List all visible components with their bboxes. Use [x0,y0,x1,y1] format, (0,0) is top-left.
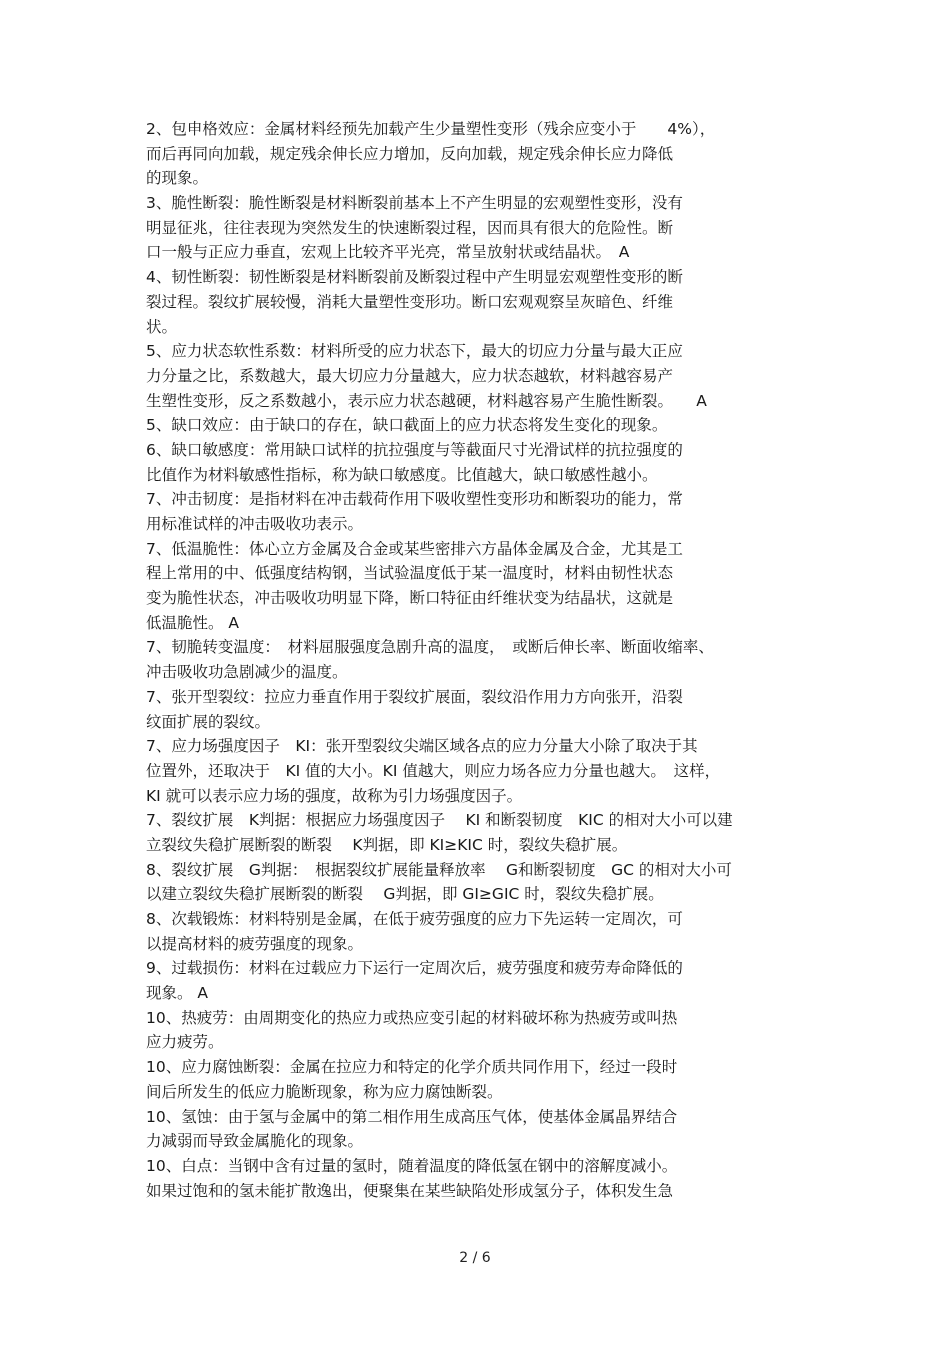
text-line: 10、白点：当钢中含有过量的氢时，随着温度的降低氢在钢中的溶解度减小。 [146,1156,678,1175]
definition-entry [146,339,816,413]
text-line: 口一般与正应力垂直，宏观上比较齐平光亮，常呈放射状或结晶状。 A [146,243,630,262]
page-number: 2 / 6 [459,1250,491,1266]
definition-entry [146,1154,816,1203]
definition-entry [146,956,816,1005]
text-line: 5、应力状态软性系数：材料所受的应力状态下，最大的切应力分量与最大正应 [146,342,683,361]
text-line: 7、张开型裂纹：拉应力垂直作用于裂纹扩展面，裂纹沿作用力方向张开，沿裂 [146,687,683,706]
text-line: 8、裂纹扩展 G判据： 根据裂纹扩展能量释放率 G和断裂韧度 GC 的相对大小可 [146,860,732,879]
text-line: 的现象。 [146,169,209,188]
definition-entry [146,265,816,339]
text-line: 低温脆性。 A [146,613,240,632]
text-line: 6、缺口敏感度：常用缺口试样的抗拉强度与等截面尺寸光滑试样的抗拉强度的 [146,440,683,459]
text-line: 纹面扩展的裂纹。 [146,712,271,731]
text-line: 7、韧脆转变温度： 材料屈服强度急剧升高的温度， 或断后伸长率、断面收缩率、 [146,638,714,657]
text-line: 以建立裂纹失稳扩展断裂的断裂 G判据，即 GI≥GIC 时，裂纹失稳扩展。 [146,885,664,904]
definition-entry [146,413,816,438]
text-line: 位置外，还取决于 KI 值的大小。KI 值越大，则应力场各应力分量也越大。 这样， [146,761,721,780]
text-line: 程上常用的中、低强度结构钢，当试验温度低于某一温度时，材料由韧性状态 [146,564,674,583]
definition-entry [146,808,816,857]
text-line: 2、包申格效应：金属材料经预先加载产生少量塑性变形（残余应变小于 4%）， [146,120,716,138]
definition-entry [146,1105,816,1154]
definition-entry [146,537,816,636]
text-line: 裂过程。裂纹扩展较慢，消耗大量塑性变形功。断口宏观观察呈灰暗色、纤维 [146,292,674,311]
text-line: 状。 [146,317,178,336]
definition-entry [146,685,816,734]
definition-entry [146,635,816,684]
text-line: 比值作为材料敏感性指标，称为缺口敏感度。比值越大，缺口敏感性越小。 [146,465,658,484]
definition-entry [146,117,816,191]
text-line: 4、韧性断裂：韧性断裂是材料断裂前及断裂过程中产生明显宏观塑性变形的断 [146,268,683,287]
text-line: 生塑性变形，反之系数越小，表示应力状态越硬，材料越容易产生脆性断裂。 A [146,391,707,410]
text-line: 间后所发生的低应力脆断现象，称为应力腐蚀断裂。 [146,1082,503,1101]
text-line: 而后再同向加载，规定残余伸长应力增加，反向加载，规定残余伸长应力降低 [146,144,674,163]
text-line: 9、过载损伤：材料在过载应力下运行一定周次后，疲劳强度和疲劳寿命降低的 [146,959,683,978]
text-line: 应力疲劳。 [146,1033,224,1052]
text-line: 8、次载锻炼：材料特别是金属，在低于疲劳强度的应力下先运转一定周次，可 [146,910,683,928]
text-line: 力分量之比，系数越大，最大切应力分量越大，应力状态越软，材料越容易产 [146,366,674,385]
document-body [146,117,816,1203]
text-line: 立裂纹失稳扩展断裂的断裂 K判据，即 KI≥KIC 时，裂纹失稳扩展。 [146,835,628,854]
text-line: 如果过饱和的氢未能扩散逸出，便聚集在某些缺陷处形成氢分子，体积发生急 [146,1181,674,1200]
text-line: 力减弱而导致金属脆化的现象。 [146,1132,364,1151]
text-line: 用标准试样的冲击吸收功表示。 [146,515,364,533]
text-line: 10、热疲劳：由周期变化的热应力或热应变引起的材料破坏称为热疲劳或叫热 [146,1008,678,1027]
text-line: 7、应力场强度因子 KI：张开型裂纹尖端区域各点的应力分量大小除了取决于其 [146,737,698,756]
text-line: 7、冲击韧度：是指材料在冲击载荷作用下吸收塑性变形功和断裂功的能力，常 [146,490,683,509]
text-line: 7、裂纹扩展 K判据：根据应力场强度因子 KI 和断裂韧度 KIC 的相对大小可以建 [146,811,733,830]
text-line: 10、氢蚀：由于氢与金属中的第二相作用生成高压气体，使基体金属晶界结合 [146,1107,678,1126]
text-line: 变为脆性状态，冲击吸收功明显下降，断口特征由纤维状变为结晶状，这就是 [146,589,674,608]
definition-entry [146,191,816,265]
text-line: 3、脆性断裂：脆性断裂是材料断裂前基本上不产生明显的宏观塑性变形，没有 [146,194,683,213]
text-line: 7、低温脆性：体心立方金属及合金或某些密排六方晶体金属及合金，尤其是工 [146,539,683,558]
text-line: KI 就可以表示应力场的强度，故称为引力场强度因子。 [146,786,523,805]
definition-entry [146,907,816,956]
definition-entry [146,1006,816,1055]
text-line: 5、缺口效应：由于缺口的存在，缺口截面上的应力状态将发生变化的现象。 [146,416,668,435]
text-line: 现象。 A [146,984,209,1003]
definition-entry [146,1055,816,1104]
text-line: 明显征兆，往往表现为突然发生的快速断裂过程，因而具有很大的危险性。断 [146,218,674,237]
definition-entry [146,487,816,536]
text-line: 10、应力腐蚀断裂：金属在拉应力和特定的化学介质共同作用下，经过一段时 [146,1058,678,1077]
text-line: 冲击吸收功急剧减少的温度。 [146,663,348,682]
definition-entry [146,858,816,907]
definition-entry [146,438,816,487]
text-line: 以提高材料的疲劳强度的现象。 [146,934,364,953]
definition-entry [146,734,816,808]
